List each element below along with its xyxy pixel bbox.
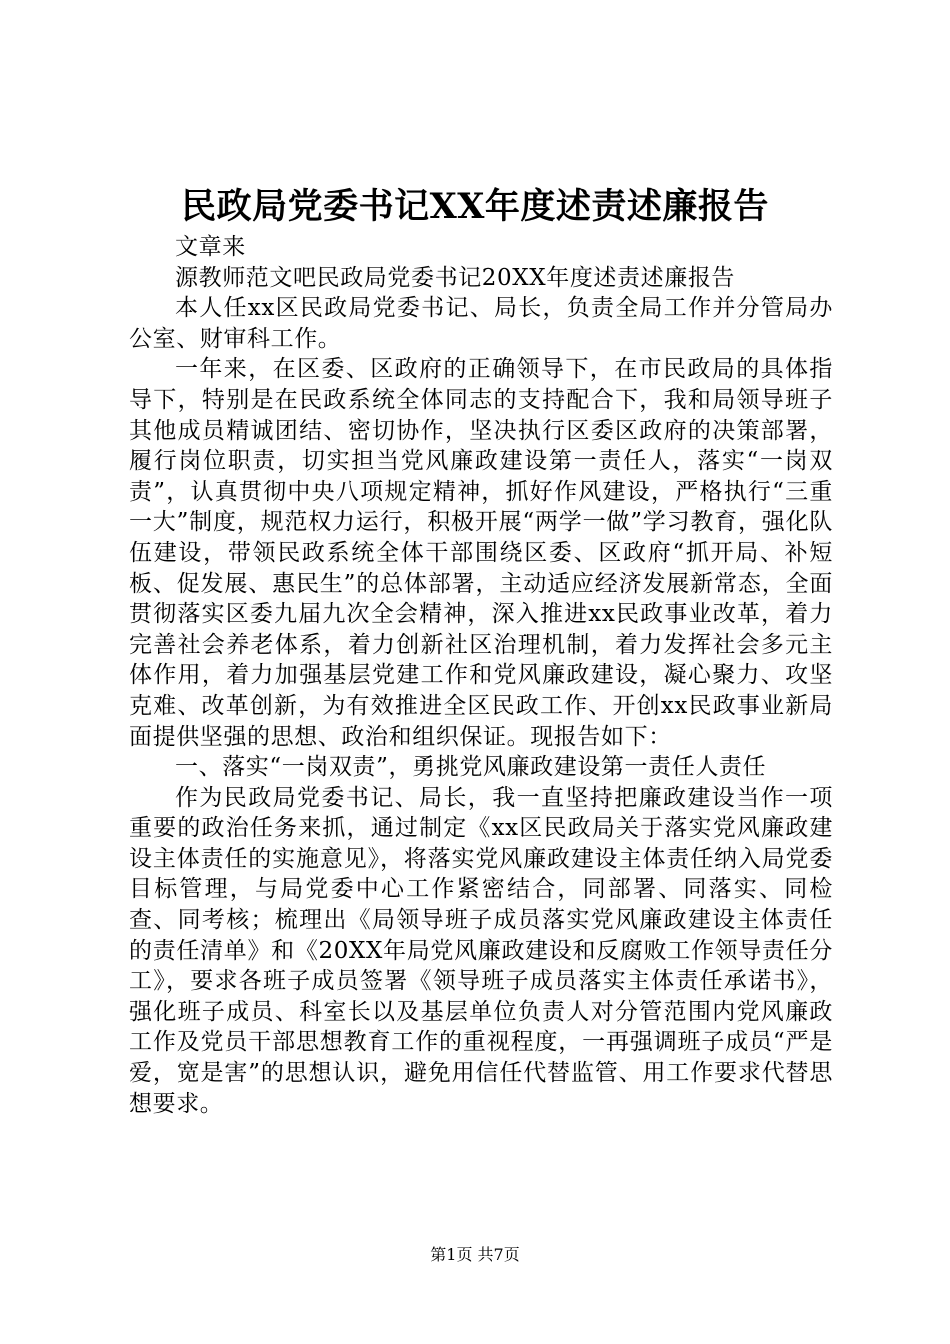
- document-body: [129, 232, 833, 1119]
- section-heading-1: 一、落实“一岗双责”，勇挑党风廉政建设第一责任人责任: [175, 754, 767, 781]
- paragraph-source-prefix: 文章来: [175, 234, 246, 260]
- paragraph-source: 源教师范文吧民政局党委书记20XX年度述责述廉报告: [175, 264, 736, 291]
- paragraph-intro: 本人任xx区民政局党委书记、局长，负责全局工作并分管局办公室、财审科工作。: [129, 295, 833, 352]
- paragraph-section-1: 作为民政局党委书记、局长，我一直坚持把廉政建设当作一项重要的政治任务来抓，通过制定《xx区民政局关于落实党风廉政建设主体责任的实施意见》，将落实党风廉政建设主体责任纳入局党委目标管理，与局党委中心工作紧密结合，同部署、同落实、同检查、同考核；梳理出《局领导班子成员落实党风廉政建设主体责任的责任清单》和《20XX年局党风廉政建设和反腐败工作领导责任分工》，要求各班子成员签署《领导班子成员落实主体责任承诺书》，强化班子成员、科室长以及基层单位负责人对分管范围内党风廉政工作及党员干部思想教育工作的重视程度，一再强调班子成员“严是爱，宽是害”的思想认识，避免用信任代替监管、用工作要求代替思想要求。: [129, 784, 833, 1117]
- paragraph-overview: 一年来，在区委、区政府的正确领导下，在市民政局的具体指导下，特别是在民政系统全体同志的支持配合下，我和局领导班子其他成员精诚团结、密切协作，坚决执行区委区政府的决策部署，履行岗位职责，切实担当党风廉政建设第一责任人，落实“一岗双责”，认真贯彻中央八项规定精神，抓好作风建设，严格执行“三重一大”制度，规范权力运行，积极开展“两学一做”学习教育，强化队伍建设，带领民政系统全体干部围绕区委、区政府“抓开局、补短板、促发展、惠民生”的总体部署，主动适应经济发展新常态，全面贯彻落实区委九届九次全会精神，深入推进xx民政事业改革，着力完善社会养老体系，着力创新社区治理机制，着力发挥社会多元主体作用，着力加强基层党建工作和党风廉政建设，凝心聚力、攻坚克难、改革创新，为有效推进全区民政工作、开创xx民政事业新局面提供坚强的思想、政治和组织保证。现报告如下：: [129, 356, 833, 750]
- document-title: 民政局党委书记XX年度述责述廉报告: [181, 186, 769, 227]
- page-footer: 第1页 共7页: [430, 1245, 520, 1264]
